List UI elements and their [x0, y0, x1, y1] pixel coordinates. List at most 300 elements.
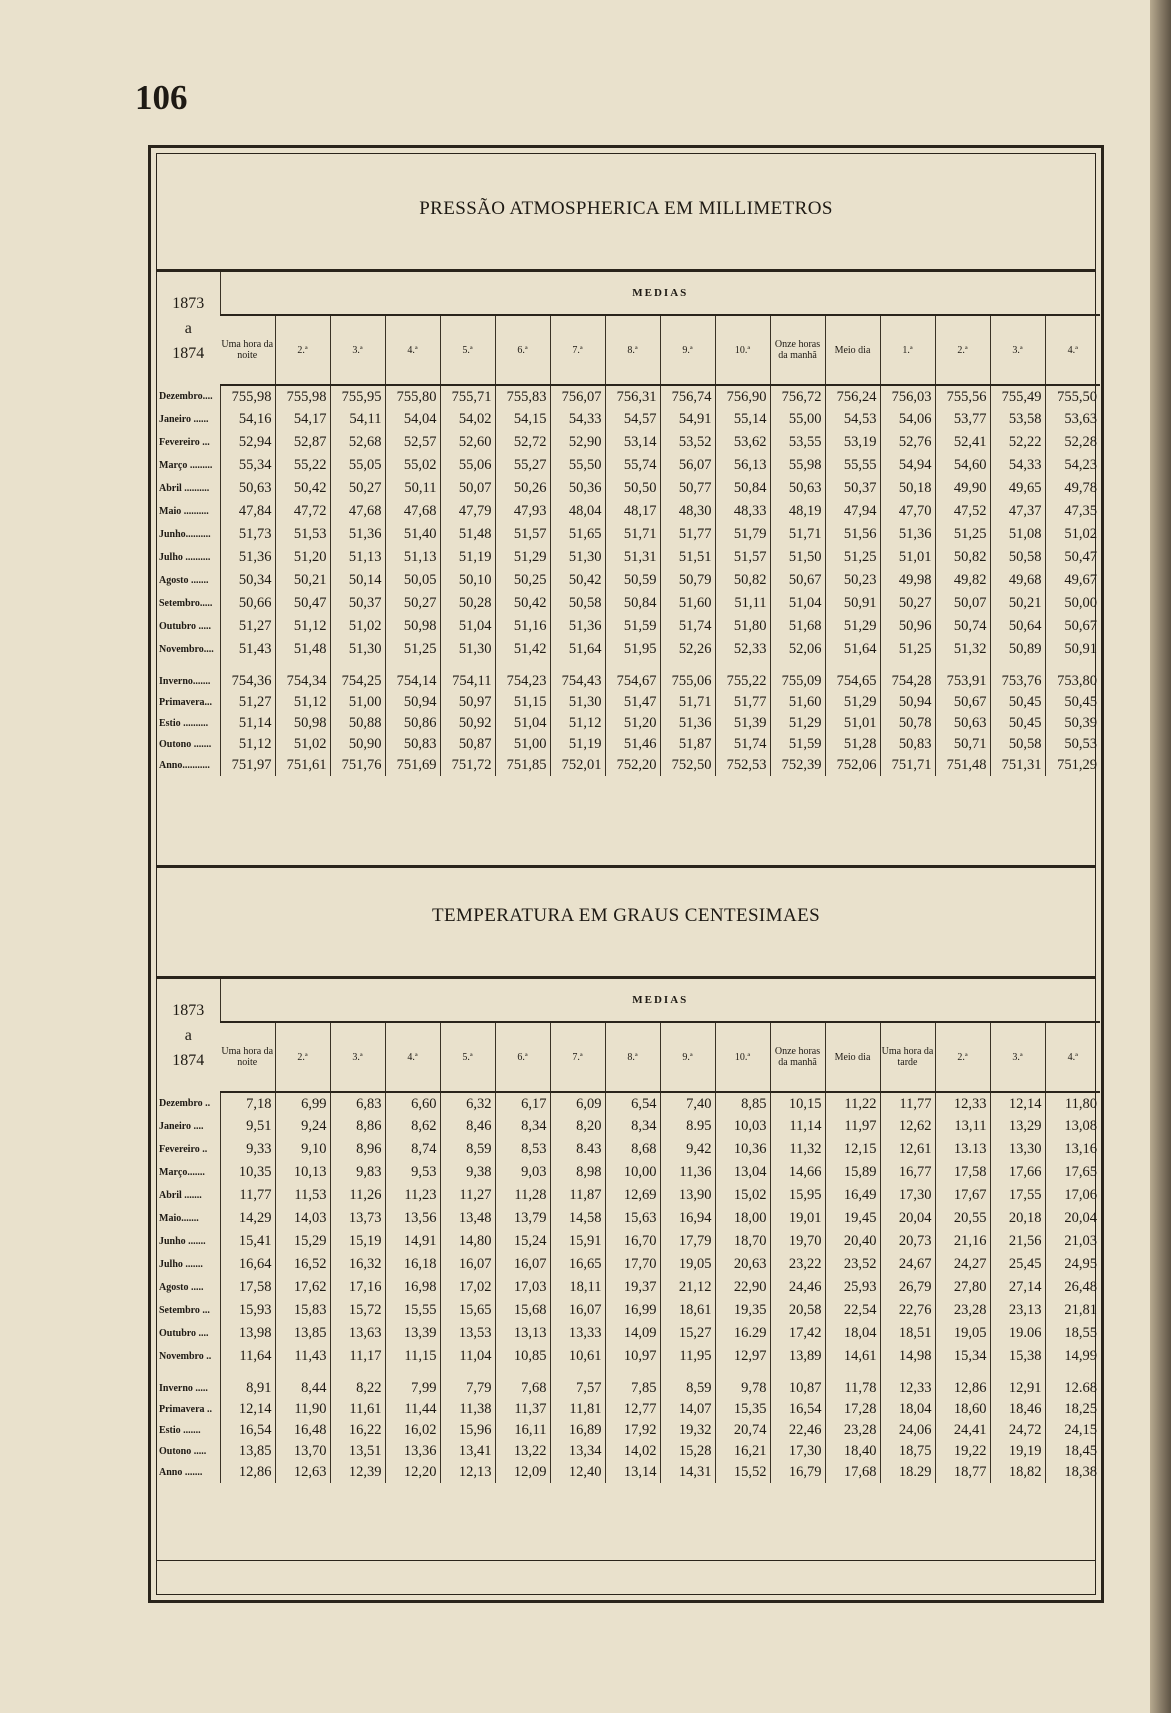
value-cell: 51,27 [220, 692, 275, 713]
column-header: Uma hora da noite [220, 315, 275, 385]
month-row [157, 1276, 1100, 1299]
value-cell: 27,80 [935, 1276, 990, 1299]
value-cell: 751,31 [990, 755, 1045, 776]
value-cell: 54,94 [880, 454, 935, 477]
value-cell: 8,85 [715, 1092, 770, 1115]
value-cell: 52,90 [550, 431, 605, 454]
value-cell: 13,48 [440, 1207, 495, 1230]
value-cell: 51,20 [275, 546, 330, 569]
column-header: Meio dia [825, 1022, 880, 1092]
value-cell: 6,60 [385, 1092, 440, 1115]
value-cell: 51,08 [990, 523, 1045, 546]
value-cell: 8,34 [605, 1115, 660, 1138]
value-cell: 51,77 [715, 692, 770, 713]
value-cell: 10,87 [770, 1378, 825, 1399]
value-cell: 11,43 [275, 1345, 330, 1368]
value-cell: 55,02 [385, 454, 440, 477]
value-cell: 53,19 [825, 431, 880, 454]
value-cell: 8,68 [605, 1138, 660, 1161]
value-cell: 16,21 [715, 1441, 770, 1462]
value-cell: 51,36 [880, 523, 935, 546]
value-cell: 8,53 [495, 1138, 550, 1161]
value-cell: 24,46 [770, 1276, 825, 1299]
value-cell: 51,79 [715, 523, 770, 546]
row-label: Fevereiro ... [159, 437, 210, 448]
value-cell: 14,91 [385, 1230, 440, 1253]
value-cell: 10,97 [605, 1345, 660, 1368]
value-cell: 53,14 [605, 431, 660, 454]
value-cell: 755,49 [990, 385, 1045, 408]
value-cell: 20,18 [990, 1207, 1045, 1230]
column-header: 2.ª [935, 1022, 990, 1092]
value-cell: 16,52 [275, 1253, 330, 1276]
month-row [157, 1345, 1100, 1368]
value-cell: 754,43 [550, 671, 605, 692]
value-cell: 24,15 [1045, 1420, 1100, 1441]
value-cell: 14,09 [605, 1322, 660, 1345]
value-cell: 11,22 [825, 1092, 880, 1115]
value-cell: 755,71 [440, 385, 495, 408]
value-cell: 753,91 [935, 671, 990, 692]
value-cell: 15,91 [550, 1230, 605, 1253]
value-cell: 755,98 [220, 385, 275, 408]
value-cell: 13,63 [330, 1322, 385, 1345]
value-cell: 755,06 [660, 671, 715, 692]
value-cell: 51,32 [935, 638, 990, 661]
value-cell: 54,57 [605, 408, 660, 431]
value-cell: 8,86 [330, 1115, 385, 1138]
row-label: Estio .......... [159, 718, 209, 729]
value-cell: 12,77 [605, 1399, 660, 1420]
month-row [157, 1092, 1100, 1115]
value-cell: 50,59 [605, 569, 660, 592]
value-cell: 11,44 [385, 1399, 440, 1420]
value-cell: 15,93 [220, 1299, 275, 1322]
row-label: Julho .......... [159, 552, 211, 563]
month-row [157, 1322, 1100, 1345]
value-cell: 50,18 [880, 477, 935, 500]
value-cell: 9,53 [385, 1161, 440, 1184]
value-cell: 753,80 [1045, 671, 1100, 692]
row-label: Abril ....... [159, 1190, 202, 1201]
value-cell: 10,15 [770, 1092, 825, 1115]
value-cell: 48,17 [605, 500, 660, 523]
value-cell: 11,78 [825, 1378, 880, 1399]
value-cell: 16,22 [330, 1420, 385, 1441]
value-cell: 51,51 [660, 546, 715, 569]
value-cell: 22,90 [715, 1276, 770, 1299]
page-number: 106 [135, 78, 188, 117]
value-cell: 16,64 [220, 1253, 275, 1276]
value-cell: 49,98 [880, 569, 935, 592]
value-cell: 15,68 [495, 1299, 550, 1322]
value-cell: 51,65 [550, 523, 605, 546]
value-cell: 51,60 [770, 692, 825, 713]
value-cell: 754,25 [330, 671, 385, 692]
value-cell: 15,95 [770, 1184, 825, 1207]
column-header: 6.ª [495, 315, 550, 385]
value-cell: 47,70 [880, 500, 935, 523]
value-cell: 21,56 [990, 1230, 1045, 1253]
value-cell: 21,12 [660, 1276, 715, 1299]
value-cell: 51,36 [330, 523, 385, 546]
value-cell: 47,35 [1045, 500, 1100, 523]
value-cell: 14,66 [770, 1161, 825, 1184]
value-cell: 15,89 [825, 1161, 880, 1184]
value-cell: 50,89 [990, 638, 1045, 661]
value-cell: 51,28 [825, 734, 880, 755]
value-cell: 11,97 [825, 1115, 880, 1138]
value-cell: 8,20 [550, 1115, 605, 1138]
value-cell: 8,91 [220, 1378, 275, 1399]
value-cell: 52,26 [660, 638, 715, 661]
month-row [157, 1230, 1100, 1253]
value-cell: 22,76 [880, 1299, 935, 1322]
value-cell: 23,52 [825, 1253, 880, 1276]
value-cell: 19,05 [935, 1322, 990, 1345]
value-cell: 50,84 [715, 477, 770, 500]
value-cell: 51,25 [880, 638, 935, 661]
column-header: 7.ª [550, 1022, 605, 1092]
value-cell: 51,71 [605, 523, 660, 546]
season-row [157, 755, 1100, 776]
page-edge-shadow [1150, 0, 1171, 1713]
season-row [157, 1462, 1100, 1483]
value-cell: 18,77 [935, 1462, 990, 1483]
value-cell: 6,99 [275, 1092, 330, 1115]
value-cell: 52,57 [385, 431, 440, 454]
value-cell: 50,58 [990, 546, 1045, 569]
value-cell: 51,46 [605, 734, 660, 755]
value-cell: 50,90 [330, 734, 385, 755]
value-cell: 12,61 [880, 1138, 935, 1161]
value-cell: 48,33 [715, 500, 770, 523]
value-cell: 51,40 [385, 523, 440, 546]
month-row [157, 615, 1100, 638]
value-cell: 17,55 [990, 1184, 1045, 1207]
value-cell: 51,73 [220, 523, 275, 546]
season-row [157, 692, 1100, 713]
value-cell: 47,72 [275, 500, 330, 523]
value-cell: 16,07 [440, 1253, 495, 1276]
value-cell: 50,42 [550, 569, 605, 592]
value-cell: 19.06 [990, 1322, 1045, 1345]
value-cell: 51,00 [495, 734, 550, 755]
value-cell: 15,96 [440, 1420, 495, 1441]
value-cell: 52,68 [330, 431, 385, 454]
value-cell: 754,34 [275, 671, 330, 692]
season-row [157, 671, 1100, 692]
value-cell: 16,32 [330, 1253, 385, 1276]
value-cell: 51,29 [825, 692, 880, 713]
value-cell: 13,36 [385, 1441, 440, 1462]
value-cell: 10,00 [605, 1161, 660, 1184]
month-row [157, 1138, 1100, 1161]
value-cell: 50,77 [660, 477, 715, 500]
value-cell: 18,46 [990, 1399, 1045, 1420]
year-separator: a [184, 1027, 192, 1044]
value-cell: 20,40 [825, 1230, 880, 1253]
value-cell: 17,06 [1045, 1184, 1100, 1207]
value-cell: 11,04 [440, 1345, 495, 1368]
value-cell: 15,19 [330, 1230, 385, 1253]
row-label: Primavera... [159, 697, 213, 708]
value-cell: 12,97 [715, 1345, 770, 1368]
value-cell: 48,19 [770, 500, 825, 523]
month-row [157, 1161, 1100, 1184]
row-label: Junho.......... [159, 529, 211, 540]
value-cell: 50,58 [550, 592, 605, 615]
value-cell: 51,36 [550, 615, 605, 638]
group-gap [157, 661, 1100, 671]
value-cell: 51,43 [220, 638, 275, 661]
month-row [157, 408, 1100, 431]
row-label: Outubro ..... [159, 621, 212, 632]
value-cell: 17,30 [880, 1184, 935, 1207]
value-cell: 11,90 [275, 1399, 330, 1420]
value-cell: 50,07 [935, 592, 990, 615]
month-row [157, 546, 1100, 569]
column-header: 6.ª [495, 1022, 550, 1092]
value-cell: 9,78 [715, 1378, 770, 1399]
value-cell: 752,06 [825, 755, 880, 776]
value-cell: 23,28 [825, 1420, 880, 1441]
value-cell: 18.29 [880, 1462, 935, 1483]
value-cell: 7,85 [605, 1378, 660, 1399]
value-cell: 51,12 [550, 713, 605, 734]
value-cell: 51,48 [275, 638, 330, 661]
value-cell: 15,35 [715, 1399, 770, 1420]
value-cell: 14,29 [220, 1207, 275, 1230]
value-cell: 50,82 [715, 569, 770, 592]
value-cell: 12,86 [220, 1462, 275, 1483]
value-cell: 51,01 [880, 546, 935, 569]
value-cell: 16,89 [550, 1420, 605, 1441]
value-cell: 50,45 [1045, 692, 1100, 713]
value-cell: 50,36 [550, 477, 605, 500]
value-cell: 11,61 [330, 1399, 385, 1420]
value-cell: 17,30 [770, 1441, 825, 1462]
value-cell: 51,95 [605, 638, 660, 661]
value-cell: 16,99 [605, 1299, 660, 1322]
value-cell: 21,81 [1045, 1299, 1100, 1322]
value-cell: 17,79 [660, 1230, 715, 1253]
value-cell: 53,77 [935, 408, 990, 431]
season-row [157, 1441, 1100, 1462]
value-cell: 17,02 [440, 1276, 495, 1299]
value-cell: 51,12 [275, 692, 330, 713]
value-cell: 18,25 [1045, 1399, 1100, 1420]
value-cell: 50,86 [385, 713, 440, 734]
value-cell: 54,15 [495, 408, 550, 431]
row-label: Janeiro .... [159, 1121, 204, 1132]
value-cell: 12,33 [880, 1378, 935, 1399]
value-cell: 47,37 [990, 500, 1045, 523]
column-header: 2.ª [935, 315, 990, 385]
value-cell: 751,72 [440, 755, 495, 776]
column-header: 1.ª [880, 315, 935, 385]
value-cell: 50,26 [495, 477, 550, 500]
value-cell: 16,18 [385, 1253, 440, 1276]
value-cell: 14,61 [825, 1345, 880, 1368]
value-cell: 9,51 [220, 1115, 275, 1138]
value-cell: 13,79 [495, 1207, 550, 1230]
value-cell: 17,68 [825, 1462, 880, 1483]
value-cell: 51,36 [660, 713, 715, 734]
row-label: Estio ....... [159, 1425, 201, 1436]
value-cell: 49,65 [990, 477, 1045, 500]
value-cell: 50,79 [660, 569, 715, 592]
value-cell: 51,71 [770, 523, 825, 546]
value-cell: 756,31 [605, 385, 660, 408]
month-row [157, 500, 1100, 523]
column-header: Onze horas da manhã [770, 1022, 825, 1092]
value-cell: 9,33 [220, 1138, 275, 1161]
value-cell: 51,50 [770, 546, 825, 569]
month-row [157, 1253, 1100, 1276]
month-row [157, 1207, 1100, 1230]
value-cell: 13,33 [550, 1322, 605, 1345]
row-label: Setembro..... [159, 598, 213, 609]
value-cell: 51,68 [770, 615, 825, 638]
value-cell: 53,58 [990, 408, 1045, 431]
value-cell: 55,98 [770, 454, 825, 477]
value-cell: 9,24 [275, 1115, 330, 1138]
row-label: Abril .......... [159, 483, 210, 494]
value-cell: 7,68 [495, 1378, 550, 1399]
value-cell: 7,40 [660, 1092, 715, 1115]
value-cell: 11,15 [385, 1345, 440, 1368]
value-cell: 51,25 [385, 638, 440, 661]
medias-header: MEDIAS [220, 272, 1100, 315]
row-label: Março....... [159, 1167, 205, 1178]
value-cell: 54,91 [660, 408, 715, 431]
value-cell: 50,28 [440, 592, 495, 615]
value-cell: 8.95 [660, 1115, 715, 1138]
value-cell: 51,20 [605, 713, 660, 734]
month-row [157, 454, 1100, 477]
value-cell: 50,11 [385, 477, 440, 500]
value-cell: 24,95 [1045, 1253, 1100, 1276]
value-cell: 51,04 [440, 615, 495, 638]
value-cell: 12.68 [1045, 1378, 1100, 1399]
value-cell: 24,67 [880, 1253, 935, 1276]
value-cell: 13,51 [330, 1441, 385, 1462]
value-cell: 51,27 [220, 615, 275, 638]
value-cell: 54,33 [550, 408, 605, 431]
value-cell: 755,80 [385, 385, 440, 408]
value-cell: 752,01 [550, 755, 605, 776]
pressure-title: PRESSÃO ATMOSPHERICA EM MILLIMETROS [419, 198, 833, 219]
value-cell: 51,77 [660, 523, 715, 546]
value-cell: 18,51 [880, 1322, 935, 1345]
value-cell: 51,30 [330, 638, 385, 661]
value-cell: 755,09 [770, 671, 825, 692]
value-cell: 51,56 [825, 523, 880, 546]
value-cell: 51,60 [660, 592, 715, 615]
value-cell: 8,34 [495, 1115, 550, 1138]
value-cell: 754,11 [440, 671, 495, 692]
month-row [157, 1184, 1100, 1207]
value-cell: 50,10 [440, 569, 495, 592]
month-row [157, 638, 1100, 661]
value-cell: 25,93 [825, 1276, 880, 1299]
column-header: 3.ª [330, 315, 385, 385]
value-cell: 51,16 [495, 615, 550, 638]
value-cell: 15,65 [440, 1299, 495, 1322]
value-cell: 20,04 [880, 1207, 935, 1230]
value-cell: 13,22 [495, 1441, 550, 1462]
value-cell: 50,58 [990, 734, 1045, 755]
value-cell: 51,57 [495, 523, 550, 546]
value-cell: 51,42 [495, 638, 550, 661]
value-cell: 17,62 [275, 1276, 330, 1299]
value-cell: 10,35 [220, 1161, 275, 1184]
value-cell: 13,70 [275, 1441, 330, 1462]
value-cell: 51,80 [715, 615, 770, 638]
value-cell: 11,77 [220, 1184, 275, 1207]
row-label: Agosto ....... [159, 575, 209, 586]
value-cell: 52,41 [935, 431, 990, 454]
value-cell: 51,31 [605, 546, 660, 569]
value-cell: 23,28 [935, 1299, 990, 1322]
value-cell: 16,11 [495, 1420, 550, 1441]
month-row [157, 431, 1100, 454]
value-cell: 55,27 [495, 454, 550, 477]
value-cell: 50,83 [880, 734, 935, 755]
value-cell: 50,66 [220, 592, 275, 615]
value-cell: 51,11 [715, 592, 770, 615]
value-cell: 16,54 [220, 1420, 275, 1441]
value-cell: 24,06 [880, 1420, 935, 1441]
value-cell: 52,33 [715, 638, 770, 661]
value-cell: 51,29 [825, 615, 880, 638]
value-cell: 50,00 [1045, 592, 1100, 615]
value-cell: 12,69 [605, 1184, 660, 1207]
value-cell: 50,42 [495, 592, 550, 615]
value-cell: 50,50 [605, 477, 660, 500]
value-cell: 47,68 [385, 500, 440, 523]
value-cell: 751,61 [275, 755, 330, 776]
value-cell: 11,87 [550, 1184, 605, 1207]
value-cell: 12,09 [495, 1462, 550, 1483]
value-cell: 19,35 [715, 1299, 770, 1322]
value-cell: 13,11 [935, 1115, 990, 1138]
value-cell: 10,03 [715, 1115, 770, 1138]
value-cell: 17,70 [605, 1253, 660, 1276]
value-cell: 50,45 [990, 692, 1045, 713]
value-cell: 755,83 [495, 385, 550, 408]
value-cell: 756,07 [550, 385, 605, 408]
row-label: Outono ..... [159, 1446, 207, 1457]
value-cell: 18,75 [880, 1441, 935, 1462]
row-label: Setembro ... [159, 1305, 210, 1316]
value-cell: 12,86 [935, 1378, 990, 1399]
value-cell: 13,29 [990, 1115, 1045, 1138]
value-cell: 51,57 [715, 546, 770, 569]
column-header: 9.ª [660, 1022, 715, 1092]
value-cell: 50,37 [825, 477, 880, 500]
value-cell: 13,73 [330, 1207, 385, 1230]
value-cell: 12,40 [550, 1462, 605, 1483]
row-label: Julho ....... [159, 1259, 203, 1270]
value-cell: 50,47 [275, 592, 330, 615]
value-cell: 52,28 [1045, 431, 1100, 454]
value-cell: 50,63 [770, 477, 825, 500]
value-cell: 11,32 [770, 1138, 825, 1161]
value-cell: 16,65 [550, 1253, 605, 1276]
pressure-bottom-rule [156, 865, 1096, 868]
